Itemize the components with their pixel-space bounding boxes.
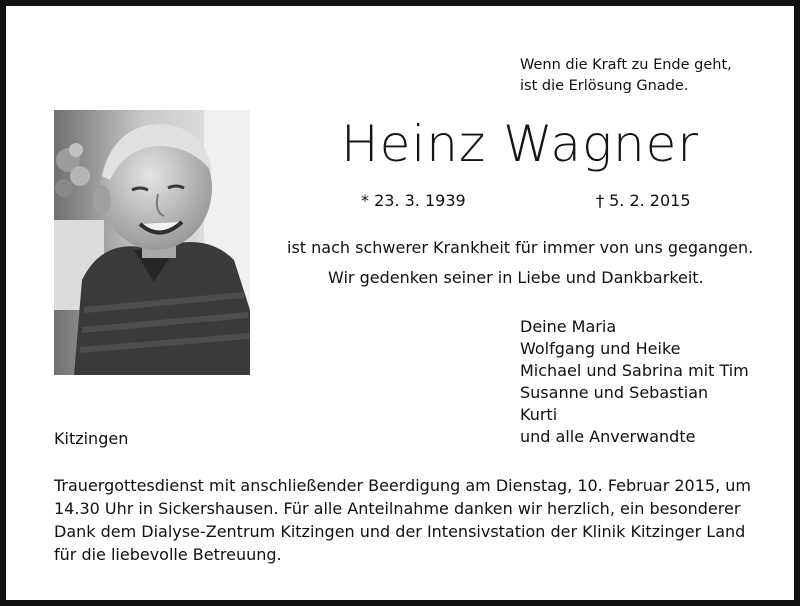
deceased-name: Heinz Wagner [341, 115, 699, 173]
remembrance-statement: Wir gedenken seiner in Liebe und Dankbarkeit. [328, 268, 704, 287]
passing-statement: ist nach schwerer Krankheit für immer von uns gegangen. [287, 238, 754, 257]
quote-line-2: ist die Erlösung Gnade. [520, 78, 689, 94]
service-line: Dank dem Dialyse-Zentrum Kitzingen und der Intensivstation der Klinik Kitzinger Land [54, 522, 746, 541]
service-line: Trauergottesdienst mit anschließender Beerdigung am Dienstag, 10. Februar 2015, um [54, 476, 751, 495]
mourner-name: Kurti [520, 405, 558, 424]
mourner-name: Susanne und Sebastian [520, 383, 709, 402]
funeral-service-notice [54, 474, 774, 566]
death-date: † 5. 2. 2015 [596, 191, 691, 210]
mourner-name: Michael und Sabrina mit Tim [520, 361, 749, 380]
mourner-name: Deine Maria [520, 317, 617, 336]
portrait-photo [54, 110, 250, 375]
birth-date: * 23. 3. 1939 [361, 191, 466, 210]
portrait-photo-icon [54, 110, 250, 375]
mourner-name: Wolfgang und Heike [520, 339, 681, 358]
quote [520, 55, 732, 97]
place-name: Kitzingen [54, 429, 129, 448]
service-line: 14.30 Uhr in Sickershausen. Für alle Anteilnahme danken wir herzlich, ein besonderer [54, 499, 741, 518]
quote-line-1: Wenn die Kraft zu Ende geht, [520, 57, 732, 73]
service-line: für die liebevolle Betreuung. [54, 545, 282, 564]
mourners-list [520, 316, 749, 448]
mourner-name: und alle Anverwandte [520, 427, 696, 446]
